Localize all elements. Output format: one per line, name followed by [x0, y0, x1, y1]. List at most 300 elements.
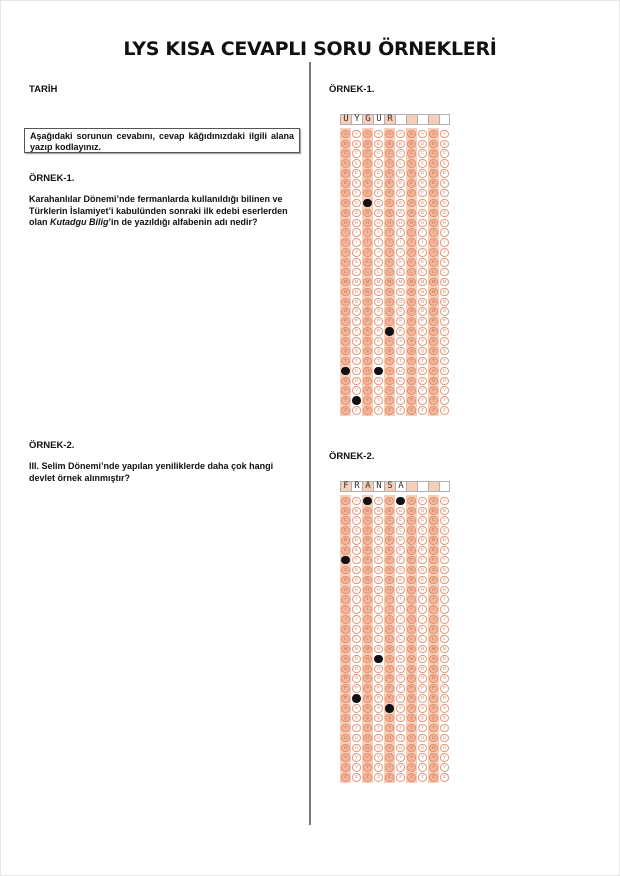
- bubble[interactable]: P: [341, 317, 350, 326]
- bubble[interactable]: T: [374, 724, 383, 733]
- bubble[interactable]: Ü: [374, 377, 383, 386]
- bubble[interactable]: G: [418, 566, 427, 575]
- bubble[interactable]: V: [385, 753, 394, 762]
- bubble[interactable]: Ö: [341, 307, 350, 316]
- bubble[interactable]: D: [418, 169, 427, 178]
- letter-box[interactable]: N: [373, 481, 384, 492]
- bubble[interactable]: N: [429, 655, 438, 664]
- bubble[interactable]: K: [352, 258, 361, 267]
- bubble[interactable]: G: [374, 199, 383, 208]
- bubble[interactable]: U: [396, 734, 405, 743]
- bubble[interactable]: R: [407, 694, 416, 703]
- bubble[interactable]: J: [374, 248, 383, 257]
- bubble[interactable]: G: [385, 199, 394, 208]
- bubble[interactable]: Ğ: [352, 576, 361, 585]
- bubble[interactable]: Y: [418, 396, 427, 405]
- bubble[interactable]: J: [418, 248, 427, 257]
- bubble[interactable]: P: [429, 317, 438, 326]
- bubble[interactable]: V: [352, 386, 361, 395]
- bubble[interactable]: E: [407, 546, 416, 555]
- bubble[interactable]: F: [363, 189, 372, 198]
- bubble[interactable]: C: [352, 516, 361, 525]
- bubble-filled[interactable]: [341, 367, 350, 376]
- bubble[interactable]: Ğ: [418, 576, 427, 585]
- bubble[interactable]: Ş: [385, 347, 394, 356]
- bubble[interactable]: M: [407, 645, 416, 654]
- bubble[interactable]: H: [374, 219, 383, 228]
- bubble[interactable]: O: [440, 298, 449, 307]
- bubble[interactable]: M: [418, 645, 427, 654]
- bubble[interactable]: N: [407, 655, 416, 664]
- bubble[interactable]: T: [440, 357, 449, 366]
- bubble[interactable]: S: [374, 337, 383, 346]
- bubble[interactable]: D: [396, 169, 405, 178]
- bubble[interactable]: Ü: [440, 744, 449, 753]
- bubble[interactable]: Ö: [429, 674, 438, 683]
- bubble[interactable]: S: [374, 704, 383, 713]
- letter-box[interactable]: S: [384, 481, 395, 492]
- bubble[interactable]: G: [396, 566, 405, 575]
- bubble[interactable]: I: [363, 228, 372, 237]
- bubble[interactable]: A: [418, 497, 427, 506]
- bubble[interactable]: B: [429, 140, 438, 149]
- bubble[interactable]: U: [341, 734, 350, 743]
- bubble[interactable]: Ü: [352, 744, 361, 753]
- bubble[interactable]: R: [396, 327, 405, 336]
- bubble[interactable]: Ö: [363, 307, 372, 316]
- letter-box[interactable]: R: [351, 481, 362, 492]
- bubble[interactable]: D: [418, 536, 427, 545]
- bubble[interactable]: V: [407, 386, 416, 395]
- bubble[interactable]: G: [341, 566, 350, 575]
- bubble[interactable]: A: [352, 130, 361, 139]
- bubble[interactable]: N: [440, 288, 449, 297]
- letter-box[interactable]: [428, 481, 439, 492]
- bubble[interactable]: L: [418, 635, 427, 644]
- bubble[interactable]: J: [352, 615, 361, 624]
- bubble[interactable]: E: [429, 546, 438, 555]
- bubble[interactable]: I: [440, 595, 449, 604]
- bubble[interactable]: Y: [407, 763, 416, 772]
- letter-box[interactable]: R: [384, 114, 395, 125]
- bubble[interactable]: A: [385, 130, 394, 139]
- bubble[interactable]: D: [374, 169, 383, 178]
- bubble[interactable]: Ö: [396, 307, 405, 316]
- bubble[interactable]: O: [396, 665, 405, 674]
- bubble[interactable]: N: [418, 288, 427, 297]
- bubble[interactable]: P: [352, 684, 361, 693]
- bubble[interactable]: F: [374, 189, 383, 198]
- bubble[interactable]: R: [341, 327, 350, 336]
- bubble[interactable]: İ: [352, 605, 361, 614]
- bubble[interactable]: H: [374, 586, 383, 595]
- bubble[interactable]: G: [429, 199, 438, 208]
- bubble[interactable]: I: [374, 228, 383, 237]
- bubble[interactable]: M: [396, 278, 405, 287]
- bubble[interactable]: G: [374, 566, 383, 575]
- bubble[interactable]: B: [385, 140, 394, 149]
- bubble[interactable]: F: [374, 556, 383, 565]
- bubble[interactable]: Ü: [385, 377, 394, 386]
- bubble[interactable]: Ö: [363, 674, 372, 683]
- bubble[interactable]: G: [429, 566, 438, 575]
- bubble[interactable]: L: [363, 268, 372, 277]
- bubble[interactable]: Ç: [429, 526, 438, 535]
- bubble[interactable]: E: [363, 546, 372, 555]
- bubble[interactable]: İ: [385, 238, 394, 247]
- bubble[interactable]: M: [363, 278, 372, 287]
- bubble-filled[interactable]: [363, 199, 372, 208]
- bubble[interactable]: S: [407, 337, 416, 346]
- bubble[interactable]: P: [385, 317, 394, 326]
- bubble[interactable]: C: [440, 149, 449, 158]
- bubble[interactable]: J: [363, 248, 372, 257]
- bubble[interactable]: F: [385, 556, 394, 565]
- bubble[interactable]: M: [341, 645, 350, 654]
- bubble[interactable]: V: [396, 753, 405, 762]
- bubble[interactable]: U: [396, 367, 405, 376]
- bubble[interactable]: I: [396, 595, 405, 604]
- bubble[interactable]: J: [352, 248, 361, 257]
- bubble[interactable]: R: [363, 694, 372, 703]
- bubble[interactable]: Ç: [440, 526, 449, 535]
- bubble[interactable]: Ş: [407, 347, 416, 356]
- bubble[interactable]: D: [341, 536, 350, 545]
- bubble[interactable]: O: [440, 665, 449, 674]
- bubble[interactable]: N: [352, 288, 361, 297]
- bubble[interactable]: Z: [440, 406, 449, 415]
- bubble[interactable]: U: [429, 734, 438, 743]
- bubble[interactable]: Ü: [374, 744, 383, 753]
- bubble[interactable]: Ğ: [385, 209, 394, 218]
- bubble[interactable]: S: [440, 704, 449, 713]
- bubble[interactable]: B: [440, 140, 449, 149]
- bubble[interactable]: K: [440, 258, 449, 267]
- bubble[interactable]: Ü: [352, 377, 361, 386]
- bubble[interactable]: P: [429, 684, 438, 693]
- bubble[interactable]: O: [352, 298, 361, 307]
- bubble[interactable]: B: [418, 507, 427, 516]
- bubble[interactable]: L: [374, 268, 383, 277]
- bubble[interactable]: O: [407, 298, 416, 307]
- bubble[interactable]: V: [352, 753, 361, 762]
- bubble[interactable]: L: [385, 635, 394, 644]
- bubble[interactable]: Ü: [418, 744, 427, 753]
- bubble[interactable]: A: [374, 497, 383, 506]
- bubble[interactable]: Ğ: [341, 576, 350, 585]
- bubble[interactable]: İ: [352, 238, 361, 247]
- bubble[interactable]: İ: [385, 605, 394, 614]
- bubble[interactable]: K: [418, 625, 427, 634]
- bubble[interactable]: Ğ: [396, 576, 405, 585]
- bubble[interactable]: J: [341, 615, 350, 624]
- bubble[interactable]: J: [440, 248, 449, 257]
- bubble[interactable]: N: [385, 655, 394, 664]
- bubble[interactable]: E: [429, 179, 438, 188]
- bubble[interactable]: F: [352, 189, 361, 198]
- letter-box[interactable]: [395, 114, 406, 125]
- bubble[interactable]: Ç: [363, 526, 372, 535]
- bubble[interactable]: İ: [341, 605, 350, 614]
- bubble[interactable]: Ç: [374, 159, 383, 168]
- bubble[interactable]: D: [407, 536, 416, 545]
- bubble[interactable]: N: [374, 288, 383, 297]
- bubble[interactable]: C: [385, 516, 394, 525]
- bubble[interactable]: I: [407, 595, 416, 604]
- bubble[interactable]: Ü: [363, 377, 372, 386]
- bubble[interactable]: M: [352, 645, 361, 654]
- letter-box[interactable]: F: [340, 481, 351, 492]
- bubble[interactable]: Z: [341, 773, 350, 782]
- bubble[interactable]: L: [352, 635, 361, 644]
- bubble[interactable]: Ç: [341, 526, 350, 535]
- bubble[interactable]: O: [418, 298, 427, 307]
- bubble[interactable]: İ: [429, 605, 438, 614]
- bubble[interactable]: A: [440, 497, 449, 506]
- bubble[interactable]: Z: [385, 406, 394, 415]
- bubble[interactable]: N: [363, 655, 372, 664]
- bubble[interactable]: R: [440, 327, 449, 336]
- bubble[interactable]: P: [396, 684, 405, 693]
- bubble[interactable]: S: [341, 704, 350, 713]
- bubble[interactable]: Ğ: [429, 576, 438, 585]
- bubble[interactable]: F: [352, 556, 361, 565]
- bubble[interactable]: İ: [341, 238, 350, 247]
- bubble[interactable]: J: [385, 615, 394, 624]
- bubble[interactable]: E: [363, 179, 372, 188]
- bubble[interactable]: U: [440, 734, 449, 743]
- bubble[interactable]: F: [385, 189, 394, 198]
- bubble[interactable]: İ: [440, 605, 449, 614]
- bubble[interactable]: Ğ: [363, 576, 372, 585]
- bubble[interactable]: I: [341, 595, 350, 604]
- bubble[interactable]: P: [363, 317, 372, 326]
- bubble[interactable]: L: [407, 268, 416, 277]
- bubble[interactable]: İ: [396, 238, 405, 247]
- bubble[interactable]: Z: [363, 406, 372, 415]
- bubble[interactable]: O: [385, 298, 394, 307]
- bubble[interactable]: A: [341, 130, 350, 139]
- bubble[interactable]: V: [429, 753, 438, 762]
- bubble[interactable]: B: [385, 507, 394, 516]
- bubble[interactable]: İ: [429, 238, 438, 247]
- bubble[interactable]: C: [374, 149, 383, 158]
- bubble[interactable]: C: [407, 149, 416, 158]
- bubble[interactable]: Z: [440, 773, 449, 782]
- bubble[interactable]: Z: [407, 406, 416, 415]
- bubble[interactable]: Ü: [396, 377, 405, 386]
- answer-sheet-2[interactable]: [340, 481, 450, 783]
- bubble[interactable]: M: [407, 278, 416, 287]
- bubble[interactable]: C: [341, 516, 350, 525]
- bubble[interactable]: B: [407, 140, 416, 149]
- bubble[interactable]: İ: [363, 238, 372, 247]
- bubble[interactable]: J: [407, 248, 416, 257]
- bubble[interactable]: D: [429, 536, 438, 545]
- bubble[interactable]: T: [352, 724, 361, 733]
- bubble[interactable]: J: [363, 615, 372, 624]
- bubble[interactable]: Ç: [352, 159, 361, 168]
- bubble[interactable]: Ğ: [440, 209, 449, 218]
- bubble[interactable]: B: [341, 140, 350, 149]
- bubble[interactable]: E: [440, 546, 449, 555]
- bubble[interactable]: H: [341, 219, 350, 228]
- bubble[interactable]: R: [341, 694, 350, 703]
- bubble[interactable]: M: [341, 278, 350, 287]
- bubble[interactable]: U: [385, 734, 394, 743]
- bubble[interactable]: H: [440, 219, 449, 228]
- bubble[interactable]: Z: [374, 406, 383, 415]
- letter-box[interactable]: [406, 481, 417, 492]
- bubble[interactable]: T: [352, 357, 361, 366]
- bubble[interactable]: P: [374, 317, 383, 326]
- bubble[interactable]: Ş: [429, 714, 438, 723]
- bubble[interactable]: O: [374, 298, 383, 307]
- bubble[interactable]: Y: [440, 763, 449, 772]
- bubble[interactable]: F: [418, 189, 427, 198]
- bubble[interactable]: H: [352, 219, 361, 228]
- bubble[interactable]: Ö: [418, 674, 427, 683]
- bubble[interactable]: İ: [407, 605, 416, 614]
- bubble[interactable]: U: [374, 734, 383, 743]
- bubble[interactable]: E: [341, 546, 350, 555]
- bubble[interactable]: I: [429, 595, 438, 604]
- bubble[interactable]: K: [396, 625, 405, 634]
- bubble[interactable]: A: [407, 497, 416, 506]
- bubble[interactable]: V: [374, 386, 383, 395]
- bubble[interactable]: S: [429, 337, 438, 346]
- bubble[interactable]: I: [385, 228, 394, 237]
- bubble-filled[interactable]: [352, 694, 361, 703]
- bubble[interactable]: I: [352, 595, 361, 604]
- bubble[interactable]: E: [396, 179, 405, 188]
- bubble[interactable]: U: [352, 734, 361, 743]
- bubble[interactable]: Ç: [407, 526, 416, 535]
- bubble[interactable]: A: [385, 497, 394, 506]
- bubble[interactable]: A: [363, 130, 372, 139]
- bubble[interactable]: U: [352, 367, 361, 376]
- bubble[interactable]: Ş: [363, 347, 372, 356]
- bubble[interactable]: O: [429, 298, 438, 307]
- bubble[interactable]: O: [385, 665, 394, 674]
- bubble[interactable]: J: [429, 248, 438, 257]
- bubble[interactable]: I: [407, 228, 416, 237]
- bubble[interactable]: J: [374, 615, 383, 624]
- letter-box[interactable]: [439, 481, 450, 492]
- bubble[interactable]: H: [407, 586, 416, 595]
- bubble[interactable]: R: [440, 694, 449, 703]
- bubble[interactable]: Ğ: [385, 576, 394, 585]
- bubble[interactable]: M: [385, 278, 394, 287]
- bubble[interactable]: M: [440, 645, 449, 654]
- bubble[interactable]: V: [341, 753, 350, 762]
- bubble[interactable]: J: [440, 615, 449, 624]
- bubble[interactable]: Ö: [385, 674, 394, 683]
- bubble[interactable]: K: [385, 258, 394, 267]
- bubble[interactable]: I: [363, 595, 372, 604]
- bubble[interactable]: Y: [407, 396, 416, 405]
- bubble[interactable]: H: [407, 219, 416, 228]
- bubble[interactable]: H: [396, 219, 405, 228]
- bubble[interactable]: E: [352, 546, 361, 555]
- bubble[interactable]: R: [418, 694, 427, 703]
- bubble-filled[interactable]: [385, 327, 394, 336]
- bubble[interactable]: P: [418, 684, 427, 693]
- bubble[interactable]: N: [363, 288, 372, 297]
- bubble[interactable]: H: [440, 586, 449, 595]
- bubble[interactable]: L: [385, 268, 394, 277]
- bubble[interactable]: H: [418, 219, 427, 228]
- letter-box[interactable]: U: [373, 114, 384, 125]
- bubble[interactable]: Ö: [352, 674, 361, 683]
- bubble[interactable]: Ç: [396, 526, 405, 535]
- bubble[interactable]: L: [341, 268, 350, 277]
- bubble[interactable]: Ş: [407, 714, 416, 723]
- bubble[interactable]: K: [407, 625, 416, 634]
- bubble[interactable]: O: [418, 665, 427, 674]
- bubble[interactable]: V: [385, 386, 394, 395]
- bubble[interactable]: G: [440, 566, 449, 575]
- bubble[interactable]: Ç: [429, 159, 438, 168]
- bubble[interactable]: Z: [396, 773, 405, 782]
- bubble[interactable]: Y: [363, 763, 372, 772]
- bubble[interactable]: Y: [374, 396, 383, 405]
- letter-box[interactable]: [417, 481, 428, 492]
- bubble[interactable]: R: [363, 327, 372, 336]
- bubble[interactable]: E: [396, 546, 405, 555]
- bubble[interactable]: Y: [374, 763, 383, 772]
- bubble[interactable]: Ü: [429, 377, 438, 386]
- bubble[interactable]: C: [418, 149, 427, 158]
- bubble[interactable]: G: [363, 566, 372, 575]
- bubble[interactable]: Ğ: [363, 209, 372, 218]
- bubble[interactable]: G: [396, 199, 405, 208]
- bubble[interactable]: U: [429, 367, 438, 376]
- bubble[interactable]: Ş: [341, 347, 350, 356]
- bubble[interactable]: I: [440, 228, 449, 237]
- bubble[interactable]: N: [385, 288, 394, 297]
- bubble[interactable]: I: [418, 228, 427, 237]
- bubble[interactable]: G: [407, 199, 416, 208]
- bubble[interactable]: O: [363, 298, 372, 307]
- answer-sheet-1[interactable]: [340, 114, 450, 416]
- bubble[interactable]: B: [407, 507, 416, 516]
- bubble[interactable]: J: [429, 615, 438, 624]
- bubble[interactable]: L: [407, 635, 416, 644]
- bubble[interactable]: Ğ: [341, 209, 350, 218]
- bubble-filled[interactable]: [374, 655, 383, 664]
- bubble[interactable]: Z: [429, 406, 438, 415]
- bubble[interactable]: R: [429, 694, 438, 703]
- bubble[interactable]: Ş: [418, 347, 427, 356]
- bubble[interactable]: L: [341, 635, 350, 644]
- bubble[interactable]: A: [352, 497, 361, 506]
- bubble[interactable]: İ: [407, 238, 416, 247]
- bubble[interactable]: T: [374, 357, 383, 366]
- bubble[interactable]: S: [396, 704, 405, 713]
- bubble[interactable]: B: [352, 140, 361, 149]
- bubble[interactable]: M: [429, 278, 438, 287]
- bubble[interactable]: Ç: [396, 159, 405, 168]
- bubble[interactable]: D: [385, 169, 394, 178]
- bubble[interactable]: P: [440, 317, 449, 326]
- bubble[interactable]: H: [385, 586, 394, 595]
- bubble[interactable]: Z: [363, 773, 372, 782]
- bubble[interactable]: F: [341, 189, 350, 198]
- bubble[interactable]: Y: [363, 396, 372, 405]
- bubble[interactable]: K: [407, 258, 416, 267]
- bubble[interactable]: Z: [341, 406, 350, 415]
